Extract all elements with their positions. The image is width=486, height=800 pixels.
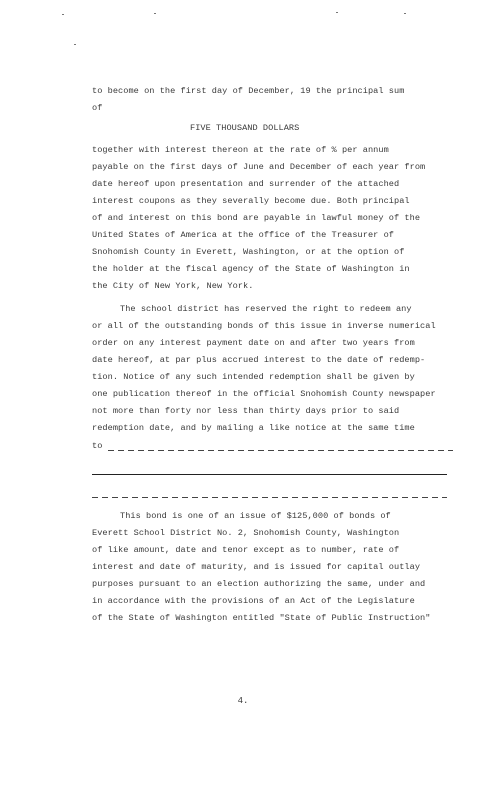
- body-line: of like amount, date and tenor except as to number, rate of: [92, 545, 400, 555]
- body-line: order on any interest payment date on and after two years from: [92, 338, 415, 348]
- body-line: This bond is one of an issue of $125,000 of bonds of: [120, 511, 391, 521]
- body-line: one publication thereof in the official Snohomish County newspaper: [92, 389, 436, 399]
- body-line: Snohomish County in Everett, Washington, or at the option of: [92, 247, 405, 257]
- body-line: tion. Notice of any such intended redemption shall be given by: [92, 372, 415, 382]
- body-line: the holder at the fiscal agency of the State of Washington in: [92, 264, 410, 274]
- body-line: not more than forty nor less than thirty days prior to said: [92, 406, 400, 416]
- opening-line: to become on the first day of December, 19 the principal sum: [92, 86, 405, 96]
- body-line: date hereof, at par plus accrued interest to the date of redemp-: [92, 355, 426, 365]
- body-line: or all of the outstanding bonds of this issue in inverse numerical: [92, 321, 436, 331]
- body-line: date hereof upon presentation and surrender of the attached: [92, 179, 400, 189]
- body-line: redemption date, and by mailing a like notice at the same time: [92, 423, 415, 433]
- body-line: together with interest thereon at the rate of % per annum: [92, 145, 389, 155]
- body-line: interest coupons as they severally become due. Both principal: [92, 196, 410, 206]
- body-line: in accordance with the provisions of an Act of the Legislature: [92, 596, 415, 606]
- body-line: to: [92, 441, 103, 451]
- body-line: The school district has reserved the right to redeem any: [120, 304, 412, 314]
- scan-speck: [62, 14, 64, 15]
- body-line: United States of America at the office of the Treasurer of: [92, 230, 395, 240]
- body-line: interest and date of maturity, and is issued for capital outlay: [92, 562, 421, 572]
- scan-speck: [336, 12, 338, 13]
- body-line: the City of New York, New York.: [92, 281, 254, 291]
- fill-in-line: [92, 497, 447, 498]
- principal-amount: FIVE THOUSAND DOLLARS: [190, 123, 300, 133]
- body-line: payable on the first days of June and December of each year from: [92, 162, 426, 172]
- scan-speck: [74, 44, 76, 45]
- fill-in-line: [108, 450, 453, 451]
- body-line: of the State of Washington entitled "State of Public Instruction": [92, 613, 431, 623]
- page-number: 4.: [237, 696, 249, 706]
- scan-speck: [404, 13, 406, 14]
- body-line: Everett School District No. 2, Snohomish County, Washington: [92, 528, 400, 538]
- body-line: purposes pursuant to an election authorizing the same, under and: [92, 579, 426, 589]
- fill-in-line: [92, 474, 447, 475]
- opening-line: of: [92, 103, 103, 113]
- scan-speck: [154, 13, 156, 14]
- body-line: of and interest on this bond are payable in lawful money of the: [92, 213, 421, 223]
